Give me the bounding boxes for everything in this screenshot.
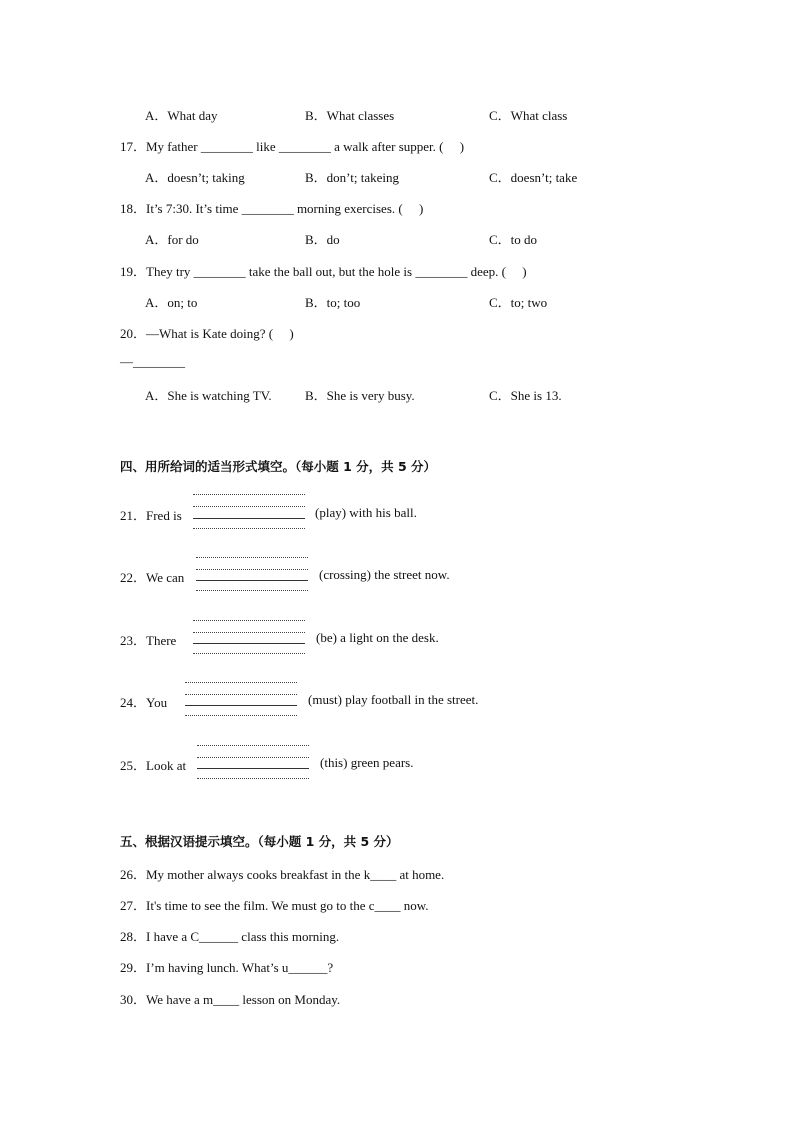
q23-suffix: (be) a light on the desk. [316,630,439,645]
q25-dotted-line [197,757,309,758]
section4-title: 四、用所给词的适当形式填空。（每小题 1 分，共 5 分） [120,459,437,474]
q21-dotted-line [193,528,305,529]
q25-answer-line[interactable] [197,768,309,769]
q18-option-b: B．do [305,232,340,247]
q17-option-c: C．doesn’t; take [489,170,578,185]
q26-text: 26．My mother always cooks breakfast in the k____ at home. [120,867,445,882]
q22-suffix: (crossing) the street now. [319,567,450,582]
q19-option-c: C．to; two [489,295,548,310]
q23-answer-line[interactable] [193,643,305,644]
q22-answer-line[interactable] [196,580,308,581]
q24-dotted-line [185,694,297,695]
q23-dotted-line [193,632,305,633]
q28-text: 28．I have a C______ class this morning. [120,929,340,944]
q23-prefix: 23．There [120,633,177,648]
q24-prefix: 24．You [120,695,168,710]
q25-dotted-line [197,778,309,779]
q24-answer-line[interactable] [185,705,297,706]
q19-option-b: B．to; too [305,295,361,310]
q24-dotted-line [185,715,297,716]
q21-answer-line[interactable] [193,518,305,519]
q24-dotted-line [185,682,297,683]
q24-suffix: (must) play football in the street. [308,692,479,707]
section5-title: 五、根据汉语提示填空。（每小题 1 分，共 5 分） [120,834,399,849]
q20-option-a: A．She is watching TV. [145,388,272,403]
q21-dotted-line [193,506,305,507]
q16-option-a: A．What day [145,108,218,123]
q17-option-a: A．doesn’t; taking [145,170,245,185]
q22-prefix: 22．We can [120,570,185,585]
q19-option-a: A．on; to [145,295,198,310]
q23-dotted-line [193,620,305,621]
q30-text: 30．We have a m____ lesson on Monday. [120,992,341,1007]
q20-text: 20．—What is Kate doing? ( ) [120,326,294,341]
q21-suffix: (play) with his ball. [315,505,417,520]
q18-text: 18．It’s 7:30. It’s time ________ morning exercises. ( ) [120,201,424,216]
q25-prefix: 25．Look at [120,758,187,773]
q18-option-c: C．to do [489,232,538,247]
q23-dotted-line [193,653,305,654]
q21-prefix: 21．Fred is [120,508,182,523]
q20-option-c: C．She is 13. [489,388,562,403]
q19-text: 19．They try ________ take the ball out, but the hole is ________ deep. ( ) [120,264,527,279]
q27-text: 27．It's time to see the film. We must go to the c____ now. [120,898,429,913]
q20-answer-line: —________ [120,354,185,369]
q17-text: 17．My father ________ like ________ a walk after supper. ( ) [120,139,465,154]
q17-option-b: B．don’t; takeing [305,170,400,185]
q18-option-a: A．for do [145,232,199,247]
q16-option-b: B．What classes [305,108,395,123]
q21-dotted-line [193,494,305,495]
q25-suffix: (this) green pears. [320,755,414,770]
q16-option-c: C．What class [489,108,568,123]
q25-dotted-line [197,745,309,746]
q22-dotted-line [196,569,308,570]
q22-dotted-line [196,590,308,591]
q20-option-b: B．She is very busy. [305,388,415,403]
q22-dotted-line [196,557,308,558]
q29-text: 29．I’m having lunch. What’s u______? [120,960,334,975]
